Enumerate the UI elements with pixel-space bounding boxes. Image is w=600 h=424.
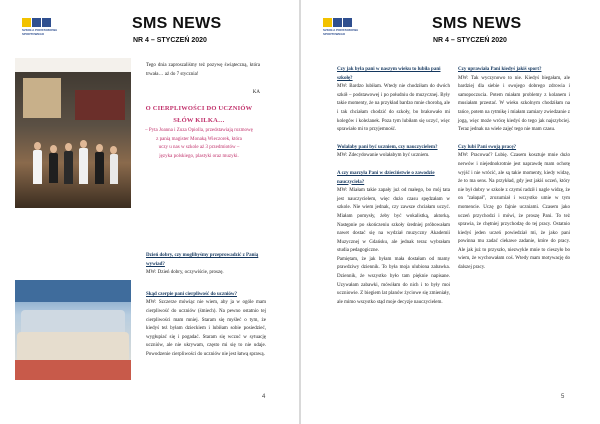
- left-page: [0, 0, 299, 424]
- question: Czy uprawiała Pani kiedyś jakiś sport?: [458, 67, 542, 72]
- interview-intro-line: uczy u nas w szkole aż 3 przedmiotów –: [158, 145, 240, 151]
- school-logo: [22, 18, 62, 46]
- answer: MW: Szczerze mówiąc nie wiem, aby ja w ogóle mam cierpliwość do uczniów (śmiech). Na pewno ostatnio tej cierpliwości mam mniej. Staram się myśleć o tym, że kiedyś też byłam dzieckiem i lubiłam sobie posiedzieć, wygłupiać się i pogadać. Staram się wczuć w sytuację uczniów, ale nie ukrywam, często mi się to nie udaje. Powodzenie cierpliwości do uczniów nie jest łatwą sprawą.: [146, 300, 266, 357]
- banner: [15, 280, 131, 302]
- person: [110, 154, 118, 184]
- question: Dzień dobry, czy moglibyśmy przeprowadzić z Panią wywiad?: [146, 253, 259, 267]
- logo-square-blue: [32, 18, 41, 27]
- class-photo-stage: [15, 58, 131, 208]
- person-head: [110, 146, 117, 154]
- intro-text: Tego dnia zaproszaliśmy też pozywę świąteczną, która trwała… aż do 7 stycznia!: [146, 63, 260, 77]
- newsletter-title: SMS NEWS: [432, 15, 522, 32]
- intro-block: [146, 62, 260, 98]
- interview-intro-line: z panią magister Monaką Wieczorek, która: [156, 136, 242, 142]
- class-photo-group: [15, 280, 131, 380]
- logo-text: SZKOŁA PODSTAWOWA SPORTOWEGO: [323, 28, 359, 36]
- window: [23, 78, 61, 118]
- interview-intro-line: – Pyta Joanna i Zuza Opiolla, przedstawiają rozmowę: [145, 128, 253, 133]
- interview-column-right: [458, 66, 570, 273]
- question: Skąd czerpie pani cierpliwość do uczniów?: [146, 291, 237, 297]
- answer: MW: Zdecydowanie wolałabym być uczniem.: [337, 153, 430, 159]
- answer: MW: Bardzo lubiłam. Wtedy nie chodziłam do dwóch szkół – podstawowej i po południu do muzycznej. Były takie momenty, że na przykład bardzo mnie chorobą, ale i tak chciałam chodzić do szkoły, bo brakowało mi kolegów i koleżanek. Poza tym lubiłam się uczyć, więc sprawiało mi to przyjemność.: [337, 84, 450, 133]
- person-head: [96, 144, 103, 152]
- interview-heading: [136, 103, 262, 161]
- issue-label: NR 4 – STYCZEŃ 2020: [133, 37, 207, 44]
- person: [64, 151, 73, 184]
- middle-row-children: [17, 332, 129, 362]
- question: Wolałaby pani być uczniem, czy nauczycielem?: [337, 144, 438, 150]
- page-number: 5: [561, 394, 565, 400]
- person: [95, 152, 104, 184]
- school-logo: [323, 18, 363, 46]
- intro-author: KA: [252, 90, 260, 96]
- answer: MW: Tak wyczynowo to nie. Kiedyś biegałam, ale bardziej dla siebie i swojego dobrego zdrowia i samopoczucia. Potem miałam problemy z kolanem i musiałam przestać. W wieku szkolnym chodziłam na tańce, potem na rytmikę i miałam zamiary zwiedzanie z jogą, więc może wrócę kiedyś do tego jak najszybciej. Teraz jednak na wiele zajęć tego nie mam czasu.: [458, 75, 570, 133]
- logo-square-yellow: [22, 18, 31, 27]
- question: Czy lubi Pani swoją pracę?: [458, 144, 517, 150]
- page-number: 4: [262, 394, 266, 400]
- issue-label: NR 4 – STYCZEŃ 2020: [433, 37, 507, 44]
- logo-square-blue: [343, 18, 352, 27]
- person-head: [80, 140, 87, 148]
- front-row-children: [15, 360, 131, 380]
- person-head: [34, 142, 41, 150]
- interview-column: [146, 252, 266, 360]
- answer: MW: Miałam takie zapały już od małego, bo mój tata jest nauczycielem, więc dużo czasu spędzałam w szkole. Nie wiem jednak, czy zawsze chciałam uczyć. Miałam pomysły, żeby być wokalistką, aktorką. Następnie po skończeniu szkoły średniej próbowałam nawet dostać się na wydział muzyczny Akademii Muzycznej w Gdańsku, ale jednak teraz wybrałam studia pedagogiczne. Pamiętam, że jak byłam mała dostałam od mamy prawdziwy dziennik. To była moja ulubiona zabawka. Dziennik, że wszystko było tam pięknie napisane. Uzywałam zabawki, mówiłam do nich i to były moi uczniowie. Z biegiem lat planów życiowe się zmieniały, ale mimo wszystko stąd moje decyzje nauczycielem.: [337, 188, 450, 305]
- right-page: [301, 0, 600, 424]
- person-head: [50, 145, 57, 153]
- answer: MW: Dzień dobry, oczywiście, proszę.: [146, 270, 224, 276]
- interview-column-left: [337, 66, 450, 307]
- person: [49, 153, 58, 183]
- person-head: [65, 143, 72, 151]
- interview-intro-line: języka polskiego, plastyki oraz muzyki.: [159, 153, 239, 159]
- person: [33, 150, 42, 184]
- curtain: [75, 90, 125, 120]
- logo-square-blue: [42, 18, 51, 27]
- answer: MW: Pracować? Lubię. Czasem kosztuje mnie dużo nerwów i niejednokrotnie jest naprawdę mam ochotę wyjść i nie wrócić, ale są takie momenty, kiedy widzę, że to ma sens. Na przykład, gdy jest jakiś uczeń, który nie był dobry w szkole z czymś radził i nagle widzę, że on "załapał", zrozumiał i wszystko umie w tym momencie. Uczę go fajnie uczniami. Czasem jako uczeń przychodzi i mówi, że proszę Pani. To też sprawia, że chętniej przychodzę do tej pracy. Ostatnio kiedyś jeden uczeń powiedział mi, że jako pani powinna mu zadać ciekawe zadanie, które do pracy. Ale jak już to przyszło, niezwykle mnie to cieszyło bo wiem, że wychowałam coś. Wtedy mam motywację do dalszej pracy.: [458, 153, 570, 271]
- logo-square-blue: [333, 18, 342, 27]
- interview-title: O CIERPLIWOŚCI DO UCZNIÓW SŁÓW KILKA…: [145, 105, 253, 124]
- newsletter-title: SMS NEWS: [132, 15, 222, 32]
- question: A czy marzyła Pani w dzieciństwie o zawodzie nauczyciela?: [337, 170, 435, 185]
- logo-text: SZKOŁA PODSTAWOWA SPORTOWEGO: [22, 28, 58, 36]
- logo-square-yellow: [323, 18, 332, 27]
- question: Czy jak była pani w naszym wieku to lubiła pani szkołę?: [337, 67, 441, 81]
- wall-strip: [15, 58, 131, 72]
- person: [79, 148, 88, 184]
